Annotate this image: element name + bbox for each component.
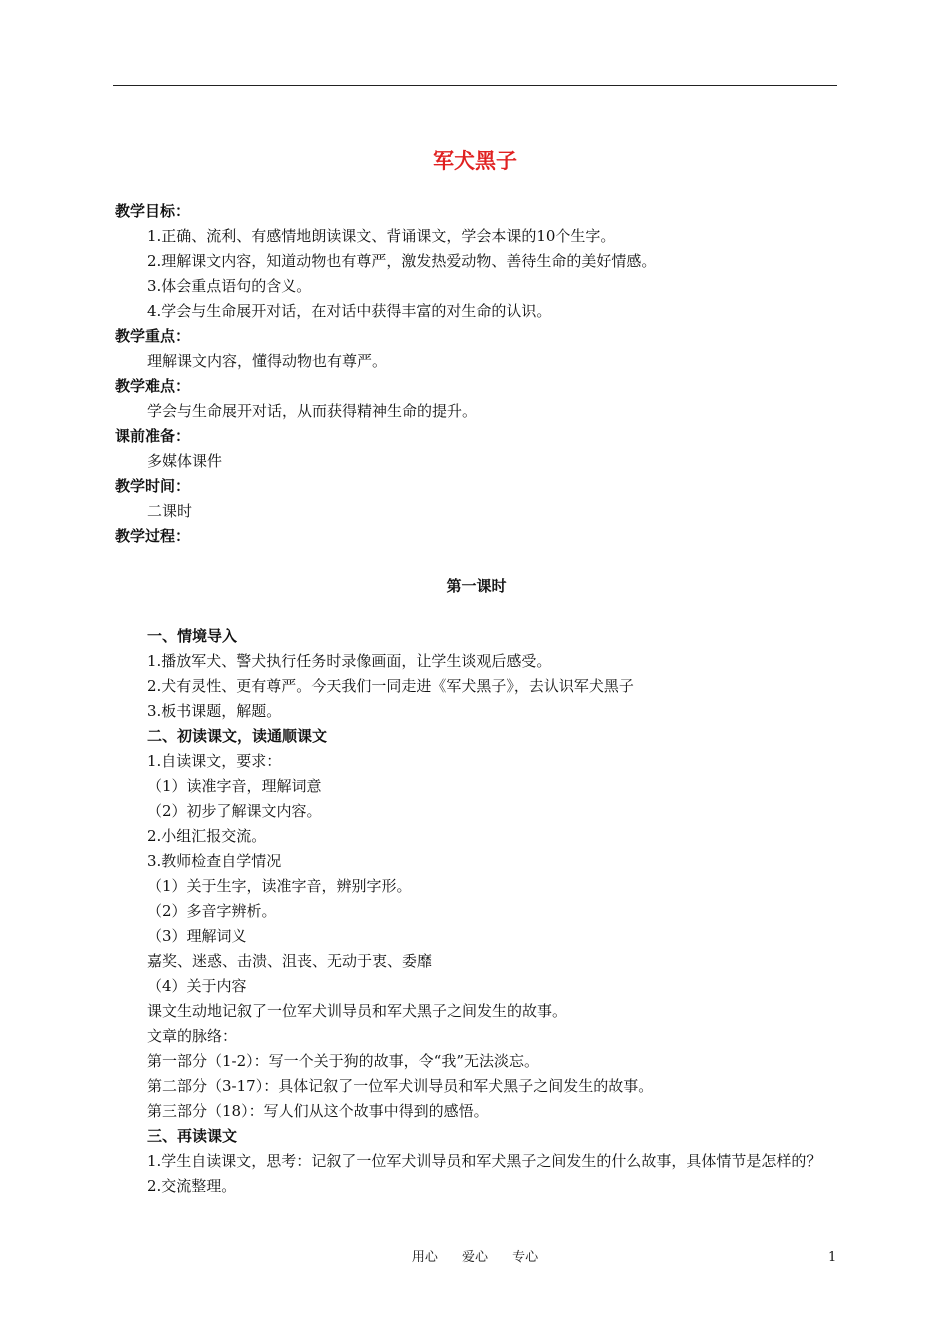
part2-item: （2）初步了解课文内容。 [147,802,322,820]
part1-heading: 一、情境导入 [147,627,238,645]
difficulty-text: 学会与生命展开对话，从而获得精神生命的提升。 [147,402,478,420]
page-title: 军犬黑子 [433,149,517,173]
header-rule [113,85,837,86]
goal-item: 3.体会重点语句的含义。 [147,277,312,295]
goal-item: 1.正确、流利、有感情地朗读课文、背诵课文，学会本课的10个生字。 [147,227,616,245]
footer-motto: 专心 [512,1250,539,1265]
footer-mottos [0,1248,950,1268]
time-text: 二课时 [147,502,193,520]
part2-item: （3）理解词义 [147,927,247,945]
time-heading: 教学时间： [115,477,191,495]
part2-item: （4）关于内容 [147,977,247,995]
part3-item: 1.学生自读课文，思考：记叙了一位军犬训导员和军犬黑子之间发生的什么故事，具体情节是怎样的？ [147,1152,822,1170]
part3-item: 2.交流整理。 [147,1177,237,1195]
footer-motto: 爱心 [461,1250,488,1265]
goals-heading: 教学目标： [115,202,191,220]
part2-item: （1）关于生字，读准字音，辨别字形。 [147,877,412,895]
part2-item: （1）读准字音，理解词意 [147,777,322,795]
part1-item: 3.板书课题，解题。 [147,702,282,720]
preparation-heading: 课前准备： [115,427,191,445]
part2-item: 2.小组汇报交流。 [147,827,267,845]
part2-item: 第二部分（3-17）：具体记叙了一位军犬训导员和军犬黑子之间发生的故事。 [147,1077,654,1095]
part1-item: 1.播放军犬、警犬执行任务时录像画面，让学生谈观后感受。 [147,652,552,670]
lesson1-title: 第一课时 [446,577,507,595]
part2-item: 3.教师检查自学情况 [147,852,282,870]
part2-item: 第三部分（18）：写人们从这个故事中得到的感悟。 [147,1102,489,1120]
footer-motto: 用心 [411,1250,438,1265]
goal-item: 4.学会与生命展开对话，在对话中获得丰富的对生命的认识。 [147,302,552,320]
part2-item: 课文生动地记叙了一位军犬训导员和军犬黑子之间发生的故事。 [147,1002,568,1020]
process-heading: 教学过程： [115,527,191,545]
part2-item: 1.自读课文，要求： [147,752,282,770]
preparation-text: 多媒体课件 [147,452,223,470]
document-body [115,199,838,1199]
part1-item: 2.犬有灵性、更有尊严。今天我们一同走进《军犬黑子》，去认识军犬黑子 [147,677,634,695]
page-number: 1 [828,1250,837,1265]
key-point-text: 理解课文内容，懂得动物也有尊严。 [147,352,388,370]
key-point-heading: 教学重点： [115,327,191,345]
difficulty-heading: 教学难点： [115,377,191,395]
part2-heading: 二、初读课文，读通顺课文 [147,727,328,745]
part2-item: （2）多音字辨析。 [147,902,277,920]
part2-item: 嘉奖、迷惑、击溃、沮丧、无动于衷、委靡 [147,952,433,970]
goal-item: 2.理解课文内容，知道动物也有尊严，激发热爱动物、善待生命的美好情感。 [147,252,657,270]
part3-heading: 三、再读课文 [147,1127,238,1145]
part2-item: 文章的脉络： [147,1027,238,1045]
part2-item: 第一部分（1-2）：写一个关于狗的故事，令“我”无法淡忘。 [147,1052,539,1070]
